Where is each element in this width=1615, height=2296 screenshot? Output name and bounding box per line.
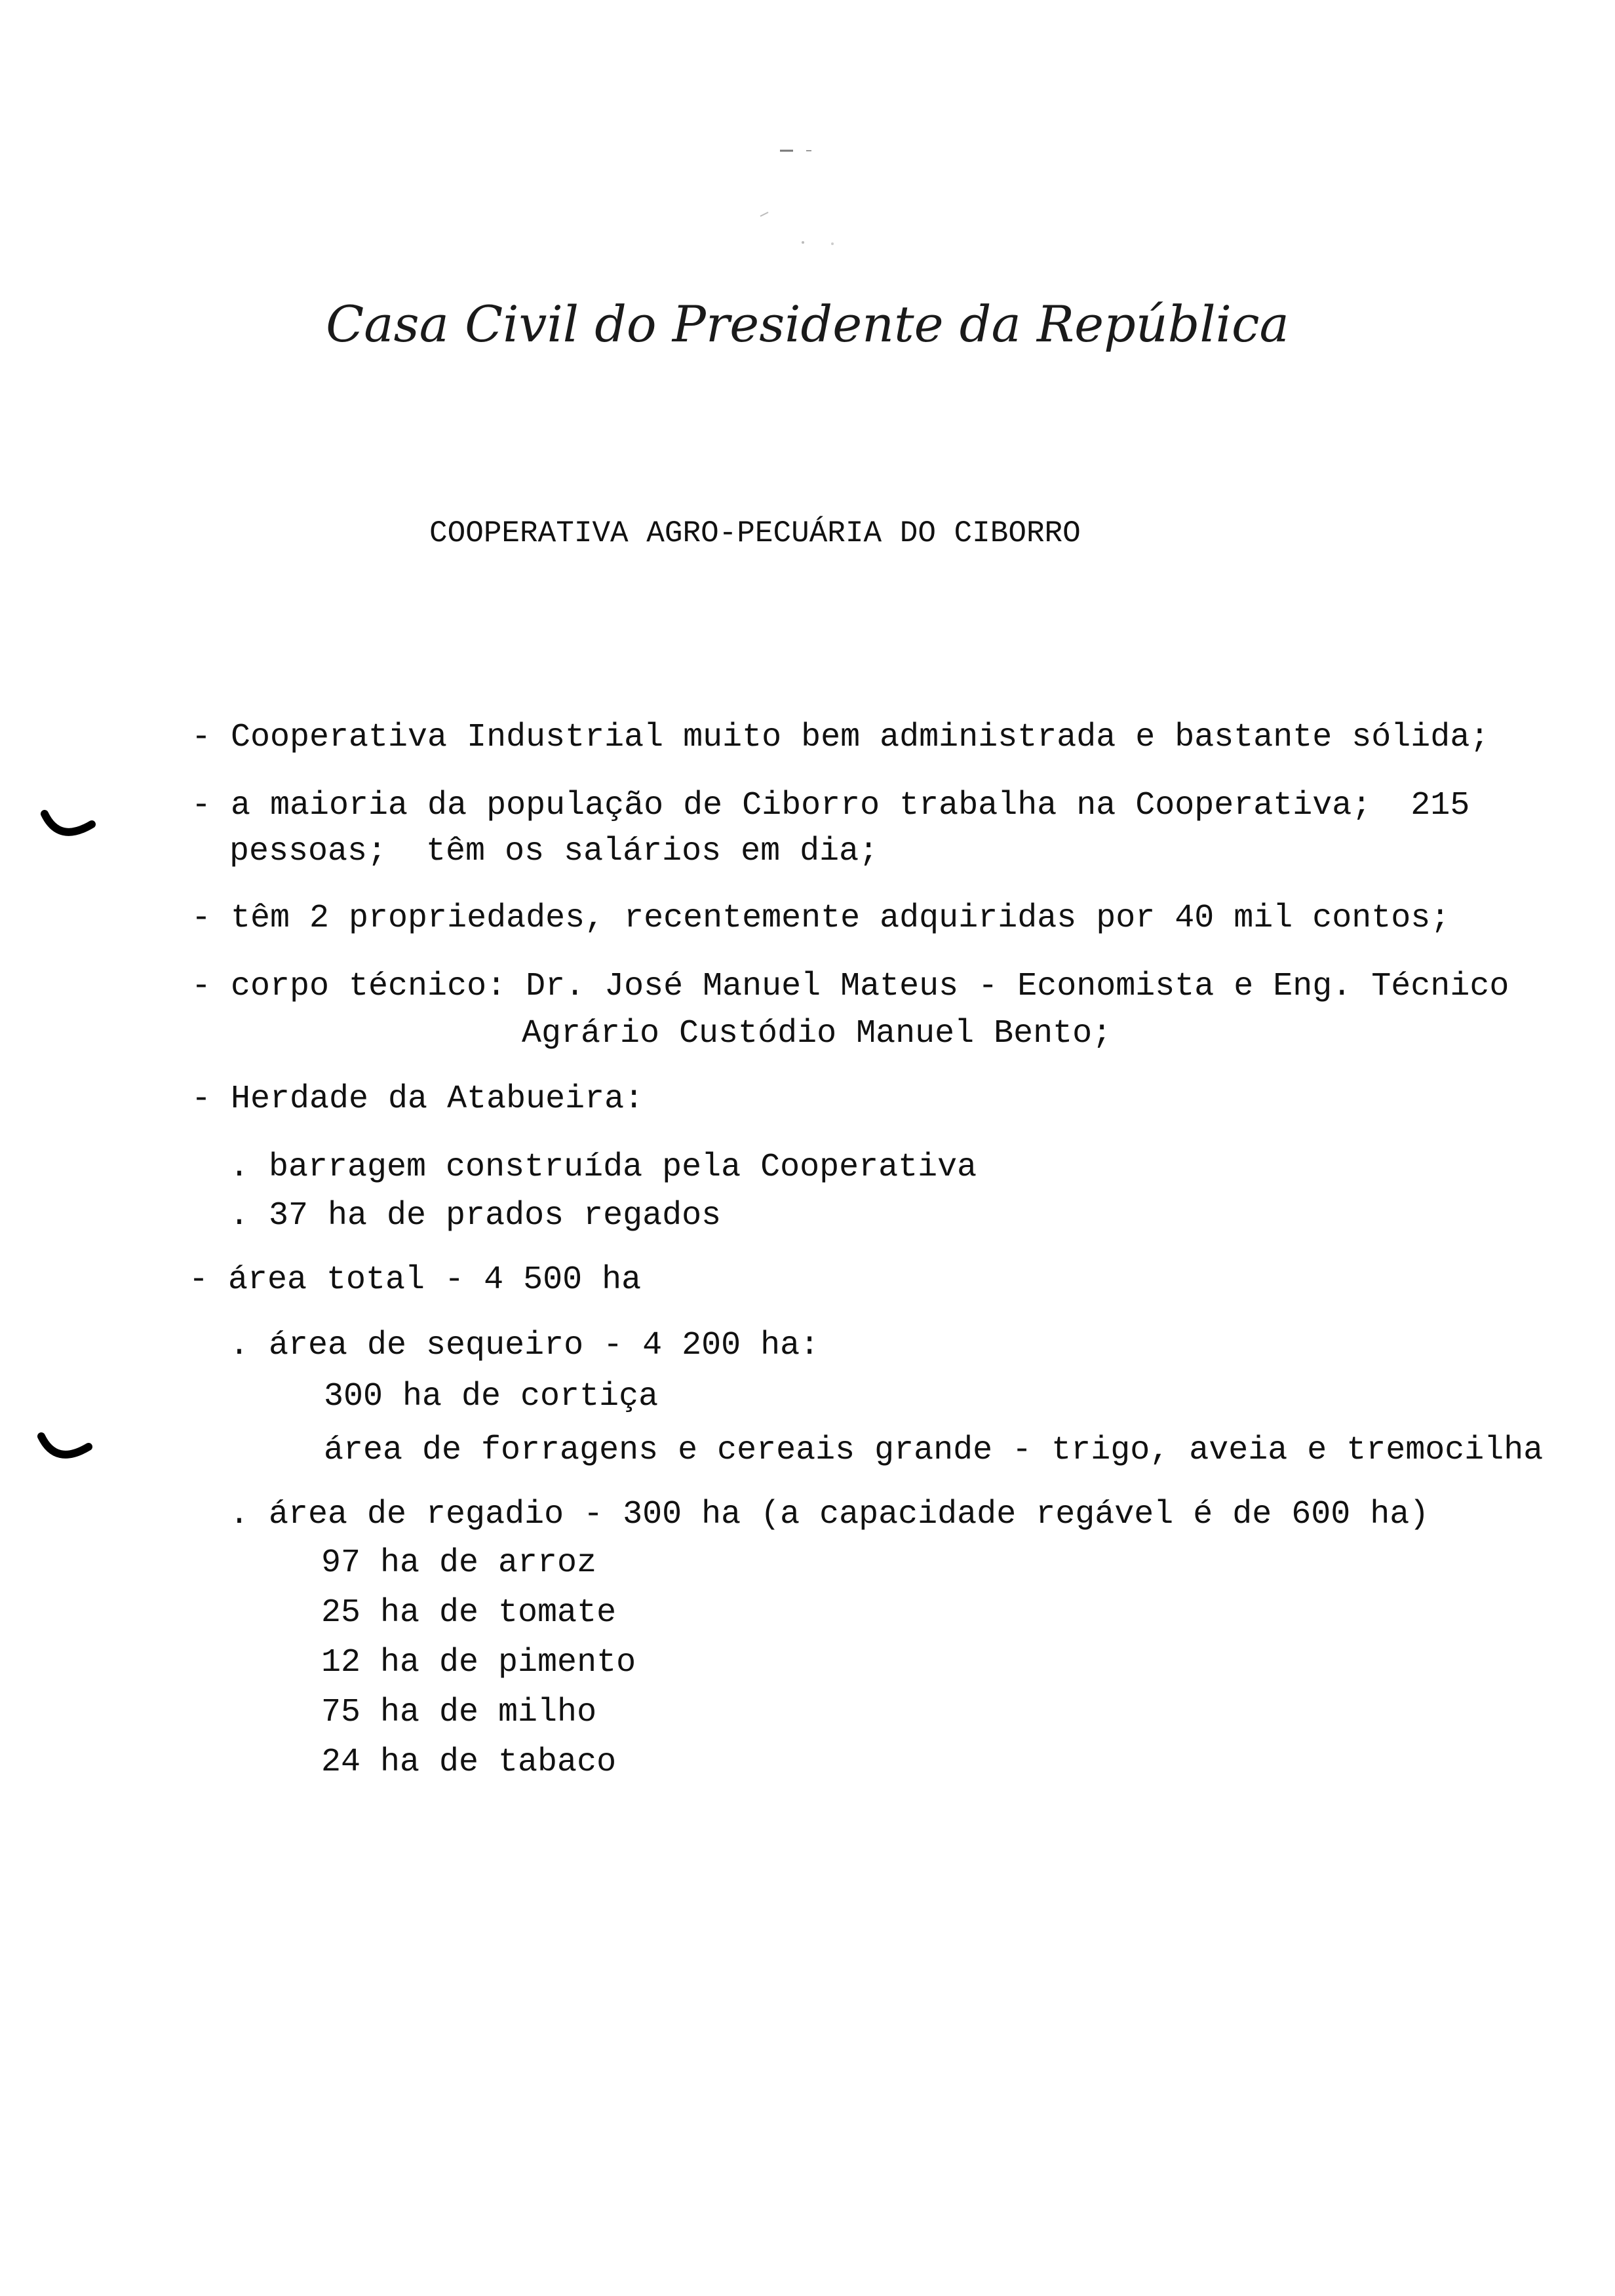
sub-bullet-sequeiro: . área de sequeiro - 4 200 ha:: [229, 1327, 820, 1364]
bullet-maioria-populacao: - a maioria da população de Ciborro trabalha na Cooperativa; 215: [191, 787, 1470, 824]
item-cortica: 300 ha de cortiça: [324, 1378, 659, 1415]
sub-bullet-prados: . 37 ha de prados regados: [229, 1197, 722, 1234]
binder-hole-mark-bottom: [36, 1428, 95, 1474]
item-pimento: 12 ha de pimento: [321, 1644, 636, 1681]
item-arroz: 97 ha de arroz: [321, 1544, 597, 1582]
document-title: COOPERATIVA AGRO-PECUÁRIA DO CIBORRO: [429, 516, 1081, 550]
letterhead: Casa Civil do Presidente da República: [326, 295, 1289, 353]
bullet-herdade-atabueira: - Herdade da Atabueira:: [191, 1081, 644, 1118]
item-tomate: 25 ha de tomate: [321, 1594, 617, 1632]
item-milho: 75 ha de milho: [321, 1694, 597, 1731]
item-tabaco: 24 ha de tabaco: [321, 1744, 617, 1781]
bullet-maioria-populacao-cont: pessoas; têm os salários em dia;: [229, 833, 879, 870]
bullet-corpo-tecnico: - corpo técnico: Dr. José Manuel Mateus - Economista e Eng. Técnico: [191, 968, 1509, 1005]
bullet-cooperativa-industrial: - Cooperativa Industrial muito bem administrada e bastante sólida;: [191, 719, 1490, 756]
sub-bullet-barragem: . barragem construída pela Cooperativa: [229, 1149, 977, 1186]
sub-bullet-regadio: . área de regadio - 300 ha (a capacidade regável é de 600 ha): [229, 1496, 1430, 1533]
bullet-propriedades: - têm 2 propriedades, recentemente adquiridas por 40 mil contos;: [191, 900, 1450, 937]
binder-hole-mark-top: [39, 806, 98, 852]
bullet-corpo-tecnico-cont: Agrário Custódio Manuel Bento;: [522, 1015, 1112, 1052]
scan-specks: [754, 131, 846, 262]
item-forragens-cereais: área de forragens e cereais grande - trigo, aveia e tremocilha: [324, 1432, 1544, 1469]
bullet-area-total: - área total - 4 500 ha: [189, 1261, 642, 1299]
